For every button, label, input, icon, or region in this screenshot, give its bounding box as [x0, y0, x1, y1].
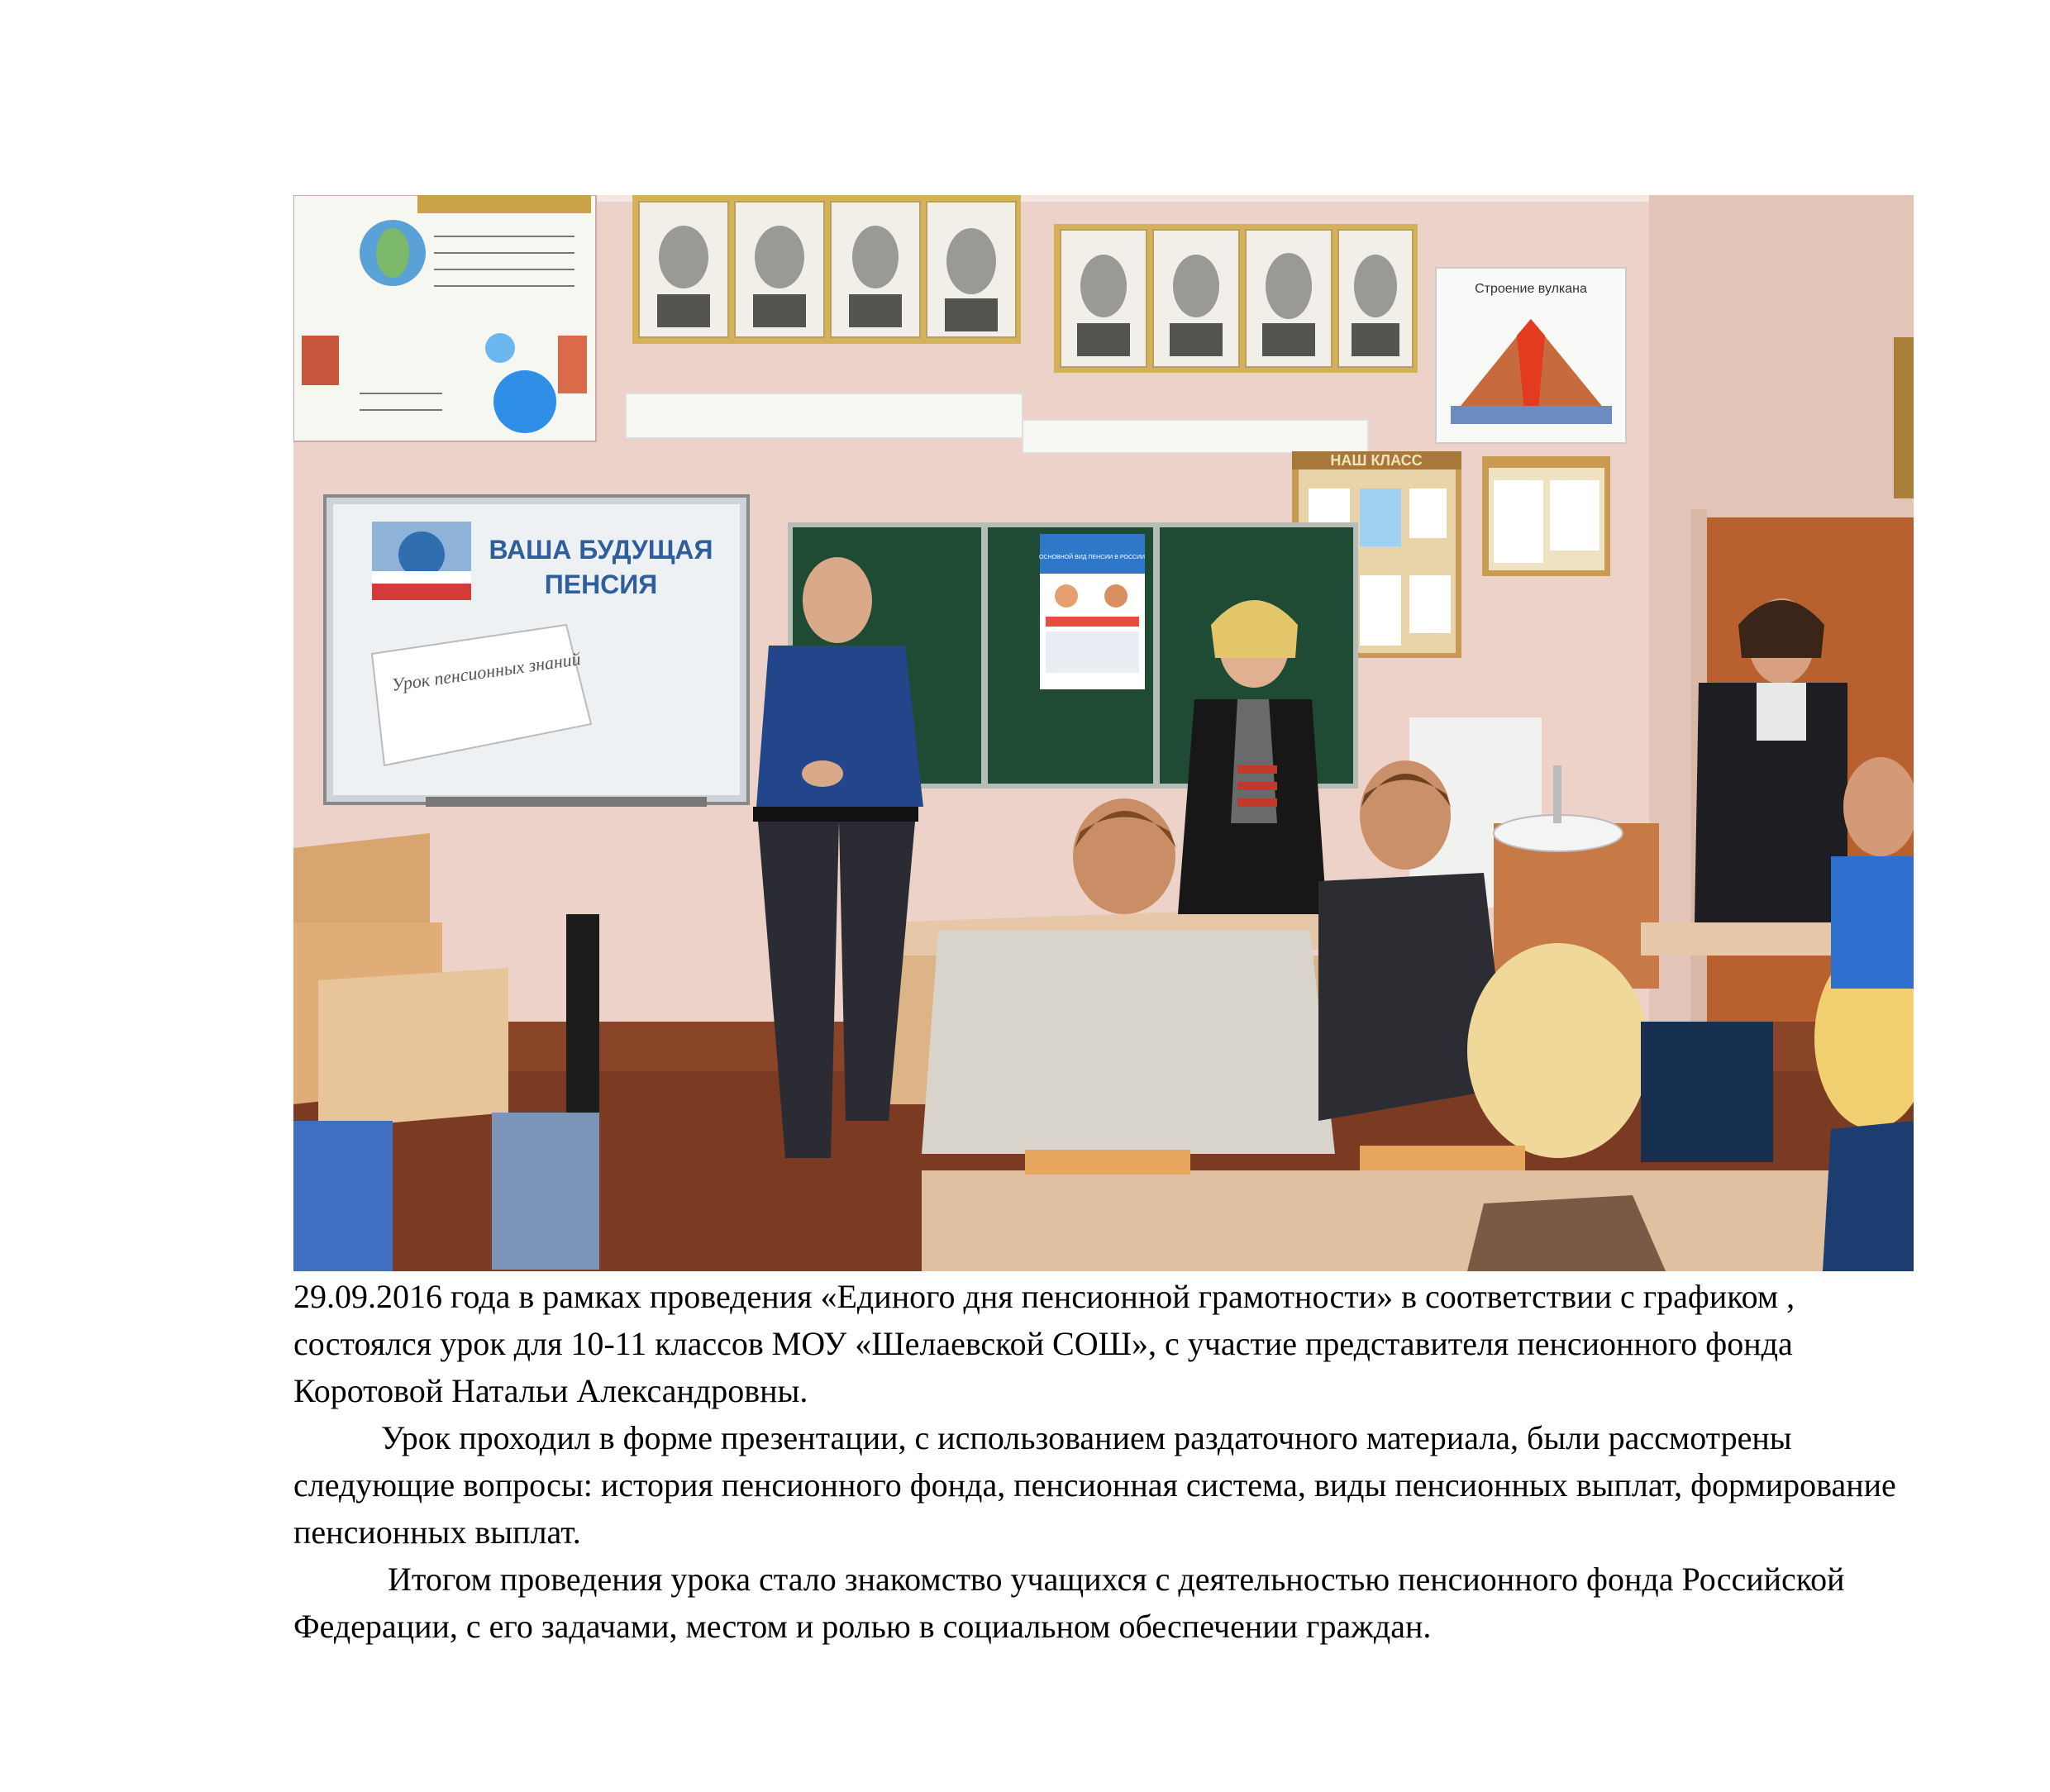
caption-paragraph-1: 29.09.2016 года в рамках проведения «Единого дня пенсионной грамотности» в соответствии с графиком , состоялся урок для 10-11 классов МОУ «Шелаевской СОШ», с участие представителя пенсионного фонда Коротовой Натальи Александровны. — [293, 1278, 1795, 1409]
caption-paragraph-2: Урок проходил в форме презентации, с использованием раздаточного материала, были рассмотрены следующие вопросы: история пенсионного фонда, пенсионная система, виды пенсионных выплат, формирование пенсионных выплат. — [293, 1419, 1896, 1551]
slide-handwriting: Урок пенсионных знаний — [390, 648, 583, 695]
board-sign: НАШ КЛАСС — [1330, 452, 1423, 469]
poster-volcano-title: Строение вулкана — [1475, 282, 1587, 296]
classroom-photo — [293, 195, 1914, 1271]
slide-title-line2: ПЕНСИЯ — [544, 570, 658, 599]
slide-title-line1: ВАША БУДУЩАЯ — [489, 535, 713, 565]
projection-screen — [325, 496, 748, 807]
poster-earth — [293, 195, 596, 441]
blackboard-poster-text: ОСНОВНОЙ ВИД ПЕНСИИ В РОССИИ — [1038, 555, 1146, 560]
caption-text — [293, 1273, 1922, 1650]
blackboard-poster — [1039, 534, 1145, 689]
poster-volcano — [1436, 268, 1626, 443]
bulletin-board-small — [1482, 456, 1610, 576]
caption-paragraph-3: Итогом проведения урока стало знакомство учащихся с деятельностью пенсионного фонда Российской Федерации, с его задачами, местом и ролью в социальном обеспечении граждан. — [293, 1561, 1845, 1645]
